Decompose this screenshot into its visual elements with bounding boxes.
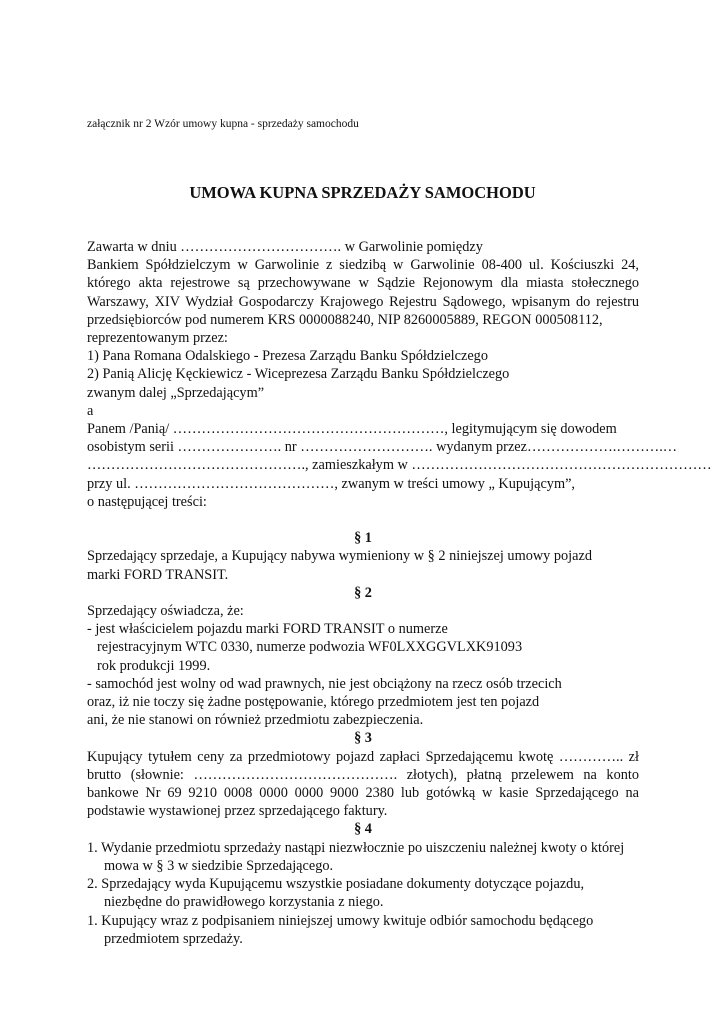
buyer-line-4: przy ul. ……………………………………, zwanym w treści umowy „ Kupującym”, xyxy=(87,475,575,492)
section-4-item: 2. Sprzedający wyda Kupującemu wszystkie posiadane dokumenty dotyczące pojazdu, niezbędne do prawidłowego korzystania z niego. xyxy=(87,876,585,911)
section-1-line: marki FORD TRANSIT. xyxy=(87,566,229,583)
section-2-line: ani, że nie stanowi on również przedmiotu zabezpieczenia. xyxy=(87,712,424,729)
section-2-line: oraz, iż nie toczy się żadne postępowanie, którego przedmiotem jest ten pojazd xyxy=(87,694,540,711)
section-3-paragraph: Kupujący tytułem ceny za przedmiotowy pojazd zapłaci Sprzedającemu kwotę ………….. zł brutto (słownie: ……………………………………. złotych), płatną przelewem na konto bankowe Nr 69 9210 0008 0000 0000 9000 2380 lub gotówką w kasie Sprzedającego na podstawie wystawionej przez sprzedającego faktury. xyxy=(87,748,639,820)
section-2-line: rejestracyjnym WTC 0330, numerze podwozia WF0LXXGGVLXK91093 xyxy=(97,639,523,656)
buyer-line-2: osobistym serii …………………. nr ………………………. wydanym przez……………….……….… xyxy=(87,439,678,456)
buyer-line-3: ………………………………………., zamieszkałym w ……………………………………………………… xyxy=(87,457,712,474)
and-connector: a xyxy=(87,402,94,419)
section-3-heading: § 3 xyxy=(354,730,372,747)
document-title: UMOWA KUPNA SPRZEDAŻY SAMOCHODU xyxy=(189,183,536,202)
section-1-heading: § 1 xyxy=(354,530,372,547)
section-2-line: - samochód jest wolny od wad prawnych, nie jest obciążony na rzecz osób trzecich xyxy=(87,675,562,692)
section-2-heading: § 2 xyxy=(354,584,372,601)
representative-2: 2) Panią Alicję Kęckiewicz - Wiceprezesa Zarządu Banku Spółdzielczego xyxy=(87,366,510,383)
following-content: o następującej treści: xyxy=(87,493,207,510)
section-2-line: Sprzedający oświadcza, że: xyxy=(87,603,244,620)
seller-alias: zwanym dalej „Sprzedającym” xyxy=(87,384,265,401)
representative-1: 1) Pana Romana Odalskiego - Prezesa Zarządu Banku Spółdzielczego xyxy=(87,348,488,365)
annex-note: załącznik nr 2 Wzór umowy kupna - sprzedaży samochodu xyxy=(87,118,359,130)
bank-paragraph: Bankiem Spółdzielczym w Garwolinie z siedzibą w Garwolinie 08-400 ul. Kościuszki 24, którego akta rejestrowe są przechowywane w Sądzie Rejonowym dla miasta stołecznego Warszawy, XIV Wydział Gospodarczy Krajowego Rejestru Sądowego, wpisanym do rejestru przedsiębiorców pod numerem KRS 0000088240, NIP 8260005889, REGON 000508112, xyxy=(87,257,639,328)
section-4-heading: § 4 xyxy=(354,821,372,838)
section-2-line: rok produkcji 1999. xyxy=(97,657,211,674)
buyer-line-1: Panem /Panią/ …………………………………………………, legitymującym się dowodem xyxy=(87,421,617,438)
section-4-item: 1. Kupujący wraz z podpisaniem niniejszej umowy kwituje odbiór samochodu będącego przedmiotem sprzedaży. xyxy=(87,912,594,947)
spacer xyxy=(87,511,639,529)
section-2-line: - jest właścicielem pojazdu marki FORD TRANSIT o numerze xyxy=(87,621,448,638)
date-line: Zawarta w dniu ……………………………. w Garwolinie pomiędzy xyxy=(87,239,483,255)
section-1-line: Sprzedający sprzedaje, a Kupujący nabywa wymieniony w § 2 niniejszej umowy pojazd xyxy=(87,548,592,565)
contract-body xyxy=(87,238,712,948)
section-4-item: 1. Wydanie przedmiotu sprzedaży nastąpi niezwłocznie po uiszczeniu należnej kwoty o której mowa w § 3 w siedzibie Sprzedającego. xyxy=(87,839,625,874)
represented-by: reprezentowanym przez: xyxy=(87,330,228,347)
